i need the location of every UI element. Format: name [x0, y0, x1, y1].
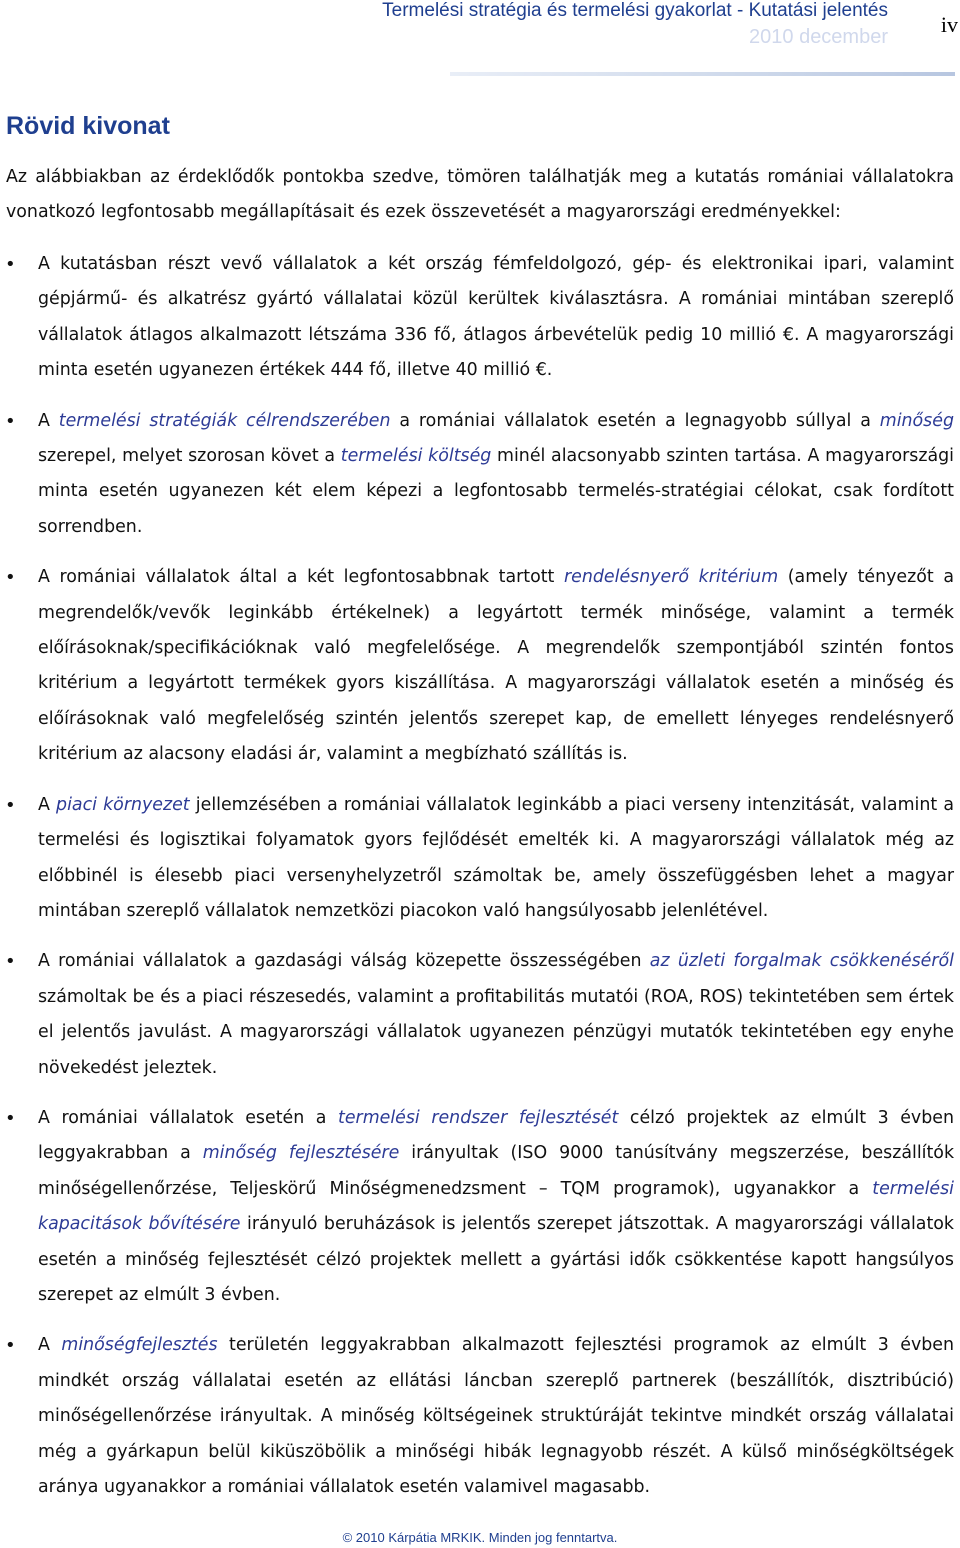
emphasized-term: termelési költség — [340, 446, 492, 467]
bullet-text: irányuló beruházások is jelentős szerepet játszottak. A magyarországi vállalatok esetén a minőség fejlesztését célzó projektek mellett a gyártási idők csökkentése kapott hangsúlyos szerepet az elmúlt 3 évben. — [38, 1214, 954, 1305]
emphasized-term: minőség — [879, 410, 954, 431]
intro-paragraph: Az alábbiakban az érdeklődők pontokba szedve, tömören találhatják meg a kutatás romániai vállalatokra vonatkozó legfontosabb megállapításait és ezek összevetését a magyarországi eredményekkel: — [6, 167, 954, 223]
bullet-text: A — [38, 1335, 62, 1356]
header-title: Termelési stratégia és termelési gyakorlat - Kutatási jelentés — [382, 0, 888, 21]
footer-copyright: © 2010 Kárpátia MRKIK. Minden jog fenntartva. — [342, 1530, 618, 1545]
bullet-dot-icon: • — [5, 1107, 16, 1129]
bullet-dot-icon: • — [5, 567, 16, 589]
bullet-item — [0, 1328, 954, 1505]
bullet-dot-icon: • — [5, 1335, 16, 1357]
bullet-item — [0, 560, 954, 772]
bullet-item — [0, 788, 954, 930]
bullet-item — [0, 944, 954, 1086]
bullet-item — [0, 404, 954, 546]
bullet-text: jellemzésében a romániai vállalatok leginkább a piaci verseny intenzitását, valamint a termelési és logisztikai folyamatok gyors fejlődését emelték ki. A magyarországi vállalatok még az előbbinél is élesebb piaci versenyhelyzetről számoltak be, amely összefüggésben lehet a magyar mintában szereplő vállalatok nemzetközi piacokon való hangsúlyosabb jelenlétével. — [38, 794, 954, 921]
bullet-text: a romániai vállalatok esetén a legnagyobb súllyal a — [390, 410, 880, 431]
emphasized-term: minőség fejlesztésére — [202, 1143, 400, 1164]
emphasized-term: termelési rendszer fejlesztését — [338, 1107, 619, 1128]
section-title: Rövid kivonat — [6, 112, 170, 140]
emphasized-term: termelési kapacitások bővítésére — [38, 1178, 954, 1235]
bullet-text: célzó projektek az elmúlt 3 évben leggyakrabban a — [38, 1107, 954, 1164]
emphasized-term: az üzleti forgalmak csökkenéséről — [649, 951, 954, 972]
bullet-text: A romániai vállalatok esetén a — [38, 1107, 339, 1128]
bullet-dot-icon: • — [5, 951, 16, 973]
bullet-text: A kutatásban részt vevő vállalatok a két ország fémfeldolgozó, gép- és elektronikai ipari, valamint gépjármű- és alkatrész gyártó vállalatai közül kerültek kiválasztásra. A romániai mintában szereplő vállalatok átlagos alkalmazott létszáma 336 fő, átlagos árbevételük pedig 10 millió €. A magyarországi minta esetén ugyanezen értékek 444 fő, illetve 40 millió €. — [38, 254, 954, 381]
header-rule — [450, 72, 955, 76]
bullet-text: számoltak be és a piaci részesedés, valamint a profitabilitás mutatói (ROA, ROS) tekintetében sem értek el jelentős javulást. A magyarországi vállalatok ugyanezen pénzügyi mutatók tekintetében egy enyhe növekedést jeleztek. — [38, 986, 954, 1078]
emphasized-term: piaci környezet — [56, 794, 190, 815]
bullet-text: A romániai vállalatok a gazdasági válság közepette összességében — [38, 951, 650, 972]
bullet-text: A romániai vállalatok által a két legfontosabbnak tartott — [38, 567, 564, 588]
header-date: 2010 december — [749, 26, 888, 48]
emphasized-term: rendelésnyerő kritérium — [564, 567, 779, 588]
emphasized-term: termelési stratégiák célrendszerében — [58, 410, 391, 431]
bullet-text: A — [38, 794, 57, 815]
bullet-dot-icon: • — [5, 794, 16, 816]
bullet-text: minél alacsonyabb szinten tartása. A magyarországi minta esetén ugyanezen két elem képezi a legfontosabb termelés-stratégiai célokat, csak fordított sorrendben. — [38, 446, 954, 537]
bullet-text: területén leggyakrabban alkalmazott fejlesztési programok az elmúlt 3 évben mindkét ország vállalatai esetén az ellátási láncban szereplő partnerek (beszállítók, disztribúció) minőségellenőrzése irányultak. A minőség költségeinek struktúráját tekintve mindkét ország vállalatai még a gyárkapun belül kiküszöbölik a minőségi hibák legnagyobb részét. A külső minőségköltségek aránya ugyanakkor a romániai vállalatok esetén valamivel magasabb. — [38, 1335, 954, 1497]
bullet-dot-icon: • — [5, 254, 16, 275]
bullet-item — [0, 247, 954, 389]
bullet-dot-icon: • — [5, 410, 16, 432]
bullet-text: A — [38, 410, 59, 431]
bullet-text: szerepel, melyet szorosan követ a — [38, 446, 341, 467]
bullet-text: irányultak (ISO 9000 tanúsítvány megszerzése, beszállítók minőségellenőrzése, Teljeskörű Minőségmenedzsment – TQM programok), ugyanakkor a — [38, 1143, 955, 1199]
page-number: iv — [940, 12, 958, 37]
bullet-text: (amely tényezőt a megrendelők/vevők leginkább értékelnek) a legyártott termék minősége, valamint a termék előírásoknak/specifikációknak való megfelelősége. A megrendelők szempontjából szintén fontos kritérium a legyártott termékek gyors kiszállítása. A magyarországi vállalatok esetén a minőség és előírásoknak való megfelelőség szintén jelentős szerepet kap, de emellett lényeges rendelésnyerő kritérium az alacsony eladási ár, valamint a megbízható szállítás is. — [38, 567, 954, 765]
bullet-item — [0, 1101, 954, 1313]
emphasized-term: minőségfejlesztés — [61, 1335, 218, 1356]
summary-bullet-list — [0, 247, 954, 1520]
